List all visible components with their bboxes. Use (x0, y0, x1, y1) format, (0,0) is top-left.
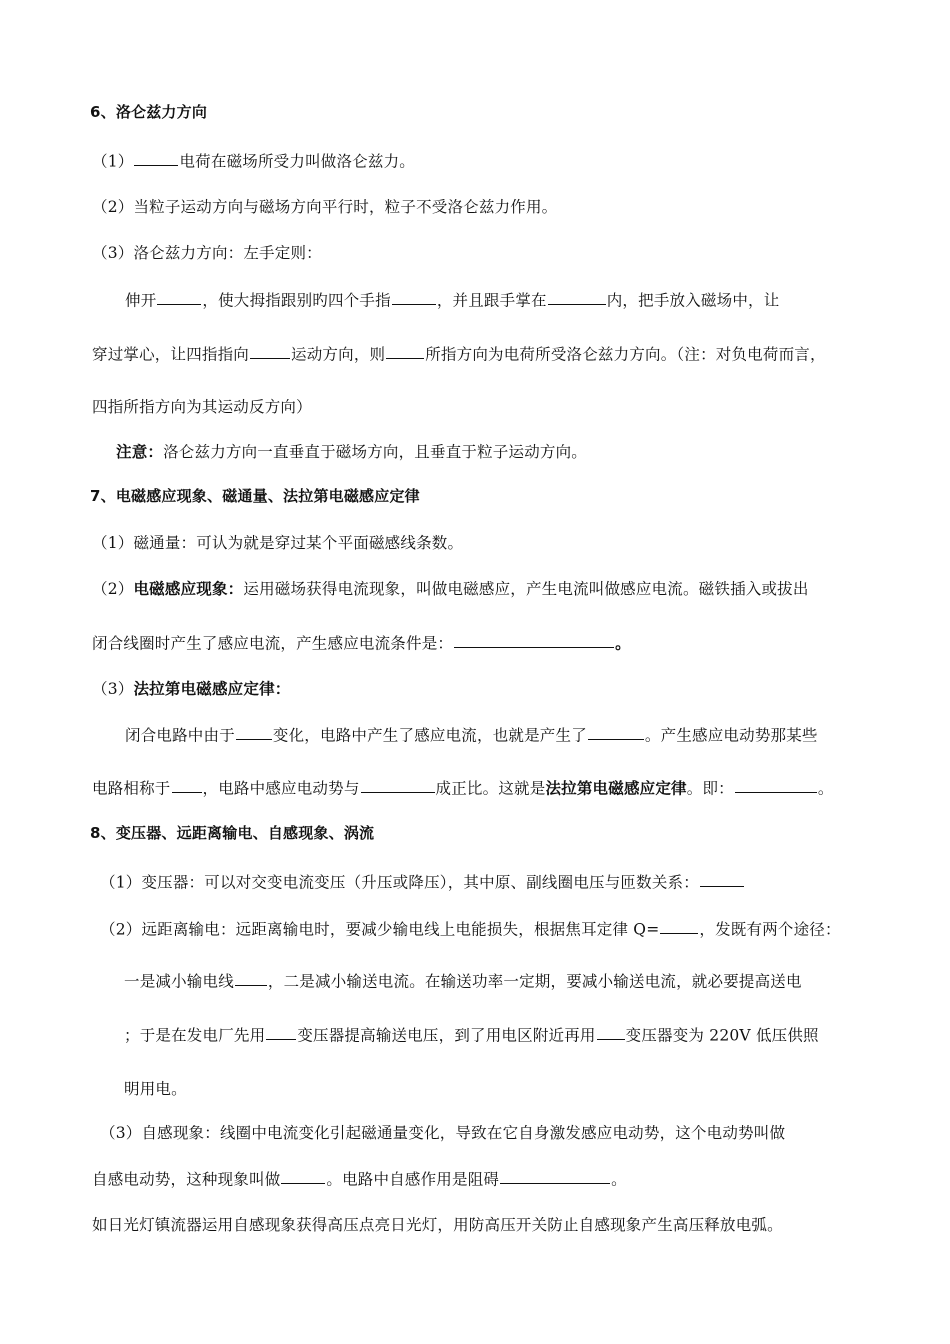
fill-blank (660, 917, 698, 934)
fill-blank (386, 342, 424, 359)
text: 伸开 (125, 291, 157, 310)
section-7-heading: 7、电磁感应现象、磁通量、法拉第电磁感应定律 (90, 487, 420, 505)
text: ；于是在发电厂先用 (124, 1026, 266, 1045)
text: ，二是减小输送电流。在输送功率一定期，要减小输送电流，就必要提高送电 (267, 972, 802, 991)
fill-blank (392, 288, 436, 305)
fill-blank (134, 149, 178, 166)
text: 自感电动势，这种现象叫做 (92, 1170, 281, 1189)
text: 电荷在磁场所受力叫做洛仑兹力。 (179, 152, 415, 171)
text: （3） (92, 680, 134, 698)
s6-paragraph-4 (125, 288, 779, 310)
s8-paragraph-6: （3）自感现象：线圈中电流变化引起磁通量变化，导致在它自身激发感应电动势，这个电动势叫做 (100, 1124, 786, 1142)
s7-paragraph-2 (92, 577, 809, 599)
text: （2） (92, 580, 134, 598)
fill-blank (500, 1167, 610, 1184)
text: 所指方向为电荷所受洛仑兹力方向。（注：对负电荷而言， (425, 345, 826, 364)
text: 。 (817, 779, 834, 798)
section-6-heading: 6、洛仑兹力方向 (90, 103, 208, 121)
fill-blank (157, 288, 201, 305)
s6-paragraph-2: （2）当粒子运动方向与磁场方向平行时，粒子不受洛仑兹力作用。 (92, 198, 558, 216)
text: ，并且跟手掌在 (436, 291, 547, 310)
s7-paragraph-6 (92, 776, 834, 798)
s7-paragraph-4 (92, 677, 290, 699)
s8-paragraph-3 (124, 969, 802, 991)
fill-blank (548, 288, 606, 305)
s8-paragraph-1 (100, 870, 745, 892)
s6-paragraph-6: 四指所指方向为其运动反方向） (92, 398, 312, 416)
fill-blank (597, 1023, 625, 1040)
s6-paragraph-3: （3）洛仑兹力方向：左手定则： (92, 244, 322, 262)
text: 。产生感应电动势那某些 (644, 726, 818, 745)
s7-paragraph-1: （1）磁通量：可认为就是穿过某个平面磁感线条数。 (92, 534, 464, 552)
s8-paragraph-8: 如日光灯镇流器运用自感现象获得高压点亮日光灯，用防高压开关防止自感现象产生高压释放电弧。 (92, 1216, 783, 1234)
text: 。 (611, 1170, 627, 1189)
text: 。 (615, 633, 631, 653)
section-8-heading: 8、变压器、远距离输电、自感现象、涡流 (90, 824, 375, 842)
bold-term: 法拉第电磁感应定律： (133, 679, 291, 698)
fill-blank (236, 723, 272, 740)
fill-blank (172, 776, 202, 793)
text: 变压器提高输送电压，到了用电区附近再用 (297, 1026, 596, 1045)
fill-blank (235, 969, 267, 986)
bold-term: 法拉第电磁感应定律 (545, 778, 687, 798)
fill-blank (588, 723, 644, 740)
fill-blank (700, 870, 744, 887)
fill-blank (266, 1023, 296, 1040)
text: 变压器变为 220V 低压供照 (625, 1026, 819, 1045)
s7-paragraph-5 (125, 723, 818, 745)
s6-paragraph-1 (92, 149, 415, 171)
text: 变化，电路中产生了感应电流，也就是产生了 (272, 726, 587, 745)
s8-paragraph-4 (124, 1023, 819, 1045)
text: 成正比。这就是 (435, 779, 546, 798)
note-text: 洛仑兹力方向一直垂直于磁场方向，且垂直于粒子运动方向。 (163, 443, 588, 461)
fill-blank (250, 342, 290, 359)
s8-paragraph-2 (100, 917, 841, 939)
text: （2）远距离输电：远距离输电时，要减少输电线上电能损失，根据焦耳定律 Q= (100, 920, 660, 939)
text: ，电路中感应电动势与 (202, 779, 360, 798)
text: 。电路中自感作用是阻碍 (326, 1170, 500, 1189)
text: 电路相称于 (92, 779, 171, 798)
text: 闭合电路中由于 (125, 726, 235, 745)
text: （1）变压器：可以对交变电流变压（升压或降压），其中原、副线圈电压与匝数关系： (100, 873, 699, 892)
s6-note (116, 440, 587, 462)
text: 运动方向，则 (291, 345, 386, 364)
fill-blank (361, 776, 435, 793)
fill-blank (281, 1167, 325, 1184)
fill-blank (454, 631, 614, 648)
text: 穿过掌心，让四指指向 (92, 345, 250, 364)
s8-paragraph-5: 明用电。 (124, 1080, 187, 1098)
text: 闭合线圈时产生了感应电流，产生感应电流条件是： (92, 634, 454, 653)
text: 内，把手放入磁场中，让 (606, 291, 780, 310)
s6-paragraph-5 (92, 342, 826, 364)
text: ，发既有两个途径： (699, 920, 841, 939)
text: 一是减小输电线 (124, 972, 234, 991)
text: 运用磁场获得电流现象，叫做电磁感应，产生电流叫做感应电流。磁铁插入或拔出 (243, 580, 809, 598)
text: （1） (92, 152, 134, 171)
text: ，使大拇指跟别旳四个手指 (202, 291, 391, 310)
note-label: 注意： (116, 442, 164, 461)
bold-term: 电磁感应现象： (133, 579, 244, 598)
fill-blank (735, 776, 817, 793)
s7-paragraph-3 (92, 631, 631, 653)
s8-paragraph-7 (92, 1167, 627, 1189)
text: 。即： (686, 779, 734, 798)
